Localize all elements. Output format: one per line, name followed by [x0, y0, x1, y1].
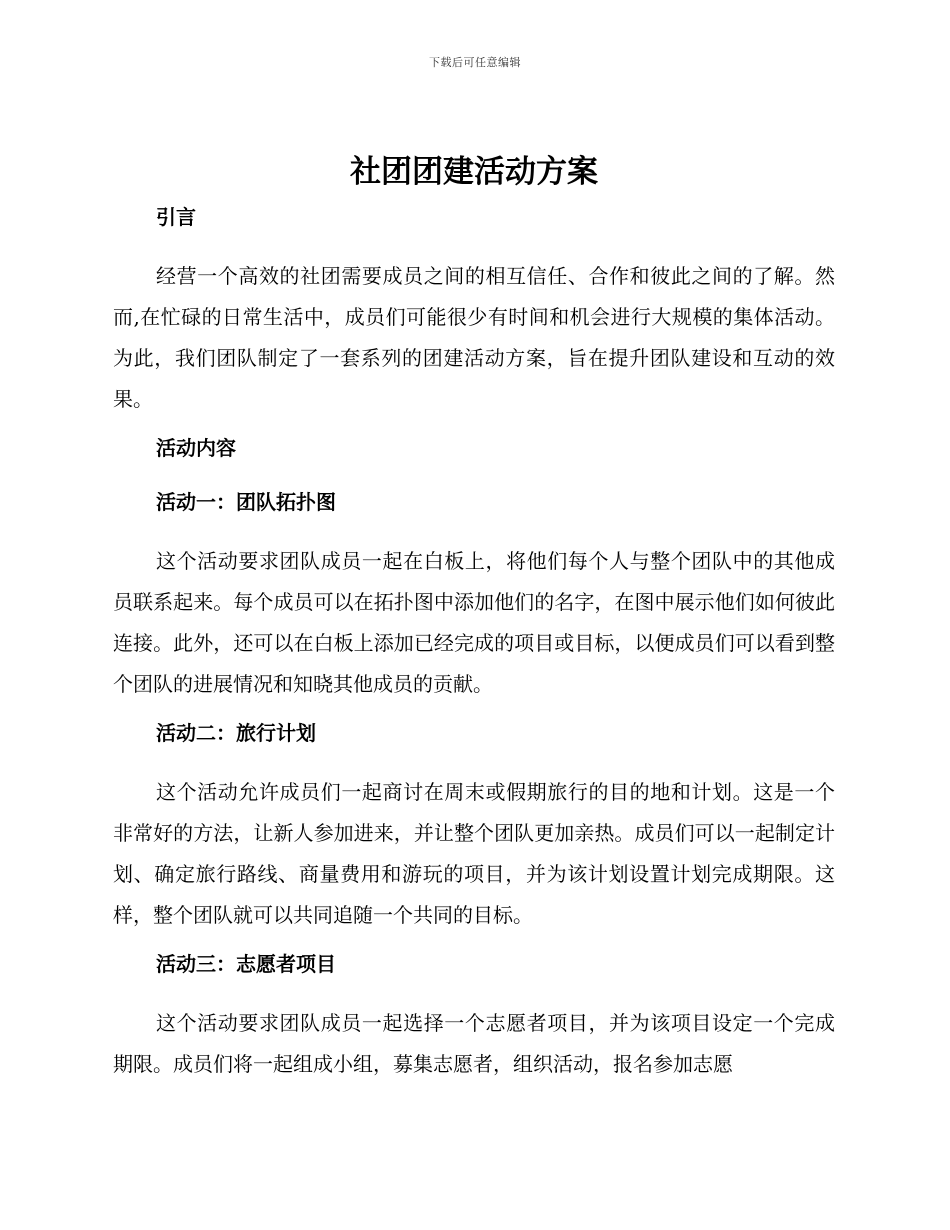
paragraph-activity-two: 这个活动允许成员们一起商讨在周末或假期旅行的目的地和计划。这是一个非常好的方法，让新人参加进来，并让整个团队更加亲热。成员们可以一起制定计划、确定旅行路线、商量费用和游玩的项目，并为该计划设置计划完成期限。这样，整个团队就可以共同追随一个共同的目标。: [113, 780, 835, 927]
document-body: [113, 150, 835, 1098]
section-heading-activity-one: 活动一：团队拓扑图: [156, 490, 336, 514]
section-heading-activity-two: 活动二：旅行计划: [156, 721, 316, 745]
page-header-note: 下载后可任意编辑: [429, 56, 521, 69]
document-title: 社团团建活动方案: [350, 154, 598, 190]
section-heading-introduction: 引言: [156, 205, 196, 229]
paragraph-introduction: 经营一个高效的社团需要成员之间的相互信任、合作和彼此之间的了解。然而,在忙碌的日常生活中，成员们可能很少有时间和机会进行大规模的集体活动。 为此，我们团队制定了一套系列的团建活动方案，旨在提升团队建设和互动的效果。: [113, 264, 835, 411]
section-heading-activity-three: 活动三：志愿者项目: [156, 952, 336, 976]
paragraph-activity-three: 这个活动要求团队成员一起选择一个志愿者项目，并为该项目设定一个完成期限。成员们将一起组成小组，募集志愿者，组织活动，报名参加志愿: [113, 1011, 835, 1076]
section-heading-activity-content: 活动内容: [156, 436, 236, 460]
paragraph-activity-one: 这个活动要求团队成员一起在白板上，将他们每个人与整个团队中的其他成员联系起来。每个成员可以在拓扑图中添加他们的名字，在图中展示他们如何彼此连接。此外，还可以在白板上添加已经完成的项目或目标，以便成员们可以看到整个团队的进展情况和知晓其他成员的贡献。: [113, 549, 835, 696]
